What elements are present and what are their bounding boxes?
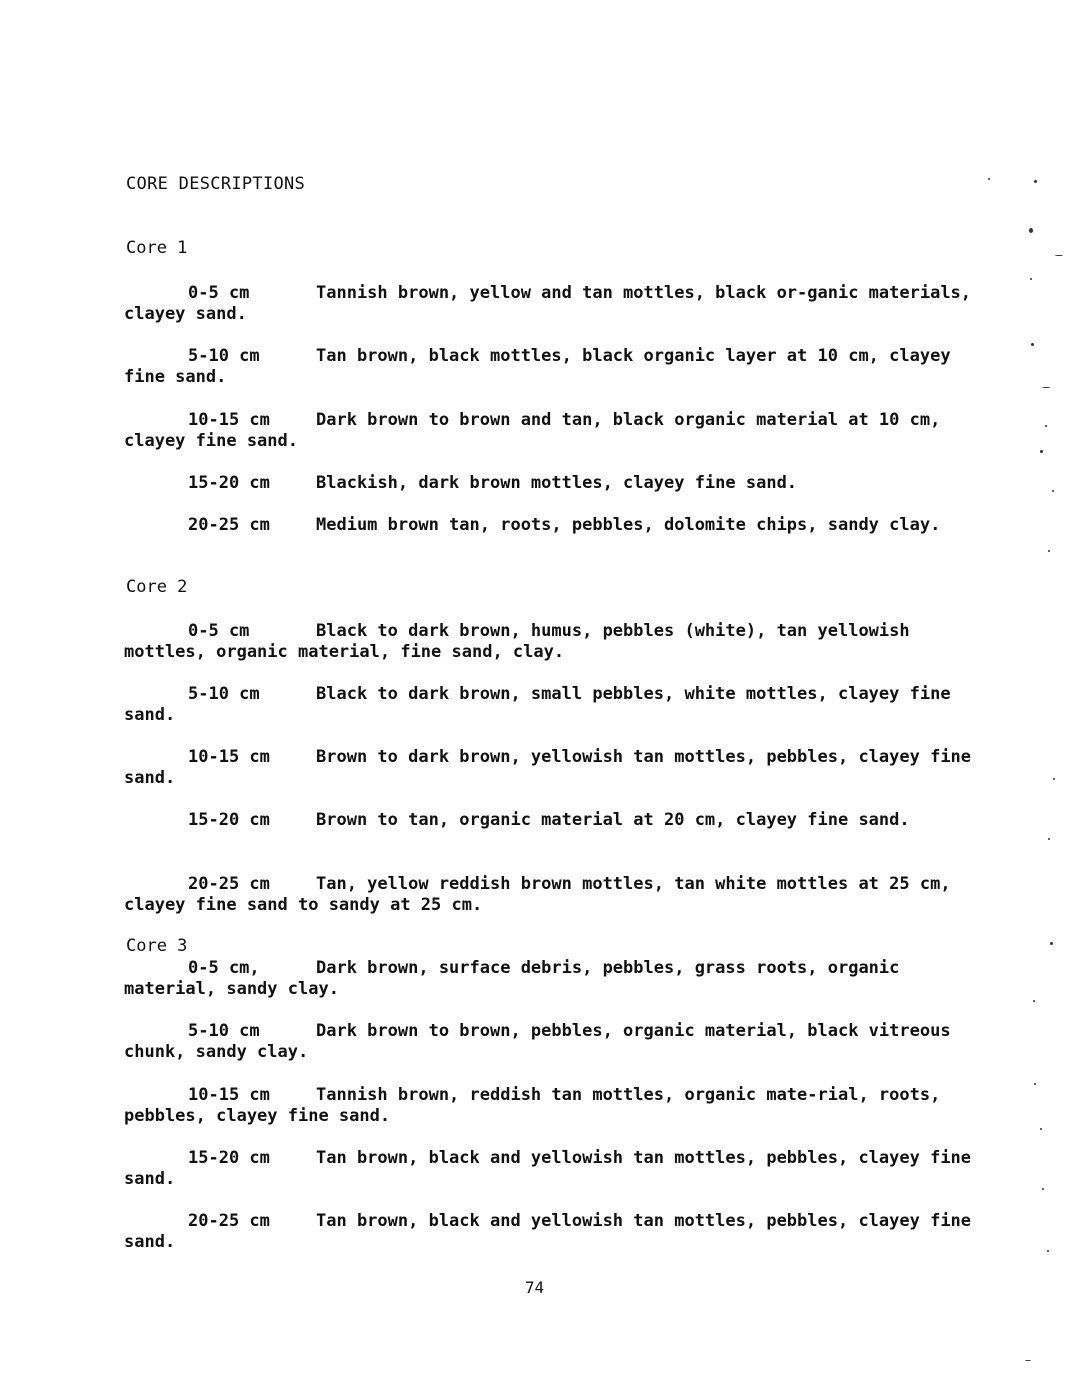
depth-label: 15-20 cm	[188, 1148, 270, 1168]
core-3-entry-10-15	[124, 1085, 974, 1127]
scan-speck	[1040, 1128, 1042, 1130]
scan-speck	[1050, 942, 1053, 945]
core-3-entry-0-5	[124, 958, 974, 1000]
depth-label: 15-20 cm	[188, 810, 270, 830]
scan-speck	[1042, 1188, 1044, 1190]
entry-description: Dark brown to brown, pebbles, organic material, black vitreous chunk, sandy clay.	[124, 1021, 951, 1062]
entry-description: Blackish, dark brown mottles, clayey fine sand.	[316, 473, 798, 493]
scan-speck	[1053, 778, 1055, 780]
depth-label: 0-5 cm	[188, 621, 250, 641]
core-2-entry-15-20	[124, 810, 974, 831]
core-1-entry-20-25	[124, 515, 974, 536]
core-3-entry-15-20	[124, 1148, 974, 1190]
scan-speck	[1048, 838, 1050, 840]
core-2-entry-10-15	[124, 747, 974, 789]
scan-speck	[1047, 1250, 1049, 1252]
core-3-title: Core 3	[126, 936, 188, 956]
entry-description: Tan, yellow reddish brown mottles, tan white mottles at 25 cm, clayey fine sand to sandy at 25 cm.	[124, 874, 951, 915]
scan-speck	[1034, 180, 1037, 183]
core-3-entry-20-25	[124, 1211, 974, 1253]
entry-description: Tan brown, black and yellowish tan mottles, pebbles, clayey fine sand.	[124, 1148, 972, 1189]
depth-label: 5-10 cm	[188, 346, 260, 366]
depth-label: 10-15 cm	[188, 1085, 270, 1105]
scan-speck	[1052, 490, 1054, 492]
depth-label: 10-15 cm	[188, 747, 270, 767]
entry-description: Black to dark brown, small pebbles, white mottles, clayey fine sand.	[124, 684, 951, 725]
scan-speck	[1025, 1360, 1031, 1361]
depth-label: 5-10 cm	[188, 684, 260, 704]
entry-description: Brown to tan, organic material at 20 cm, clayey fine sand.	[316, 810, 910, 830]
scan-speck	[1034, 1083, 1036, 1085]
scan-speck	[1029, 228, 1033, 233]
page-number: 74	[524, 1278, 545, 1297]
scan-speck	[988, 178, 990, 180]
entry-description: Tannish brown, reddish tan mottles, organic mate-rial, roots, pebbles, clayey fine sand.	[124, 1085, 941, 1126]
scan-speck	[1045, 425, 1047, 427]
core-2-entry-5-10	[124, 684, 974, 726]
depth-label: 15-20 cm	[188, 473, 270, 493]
core-3-entry-5-10	[124, 1021, 974, 1063]
scan-speck	[1031, 343, 1034, 346]
depth-label: 10-15 cm	[188, 410, 270, 430]
depth-label: 20-25 cm	[188, 874, 270, 894]
entry-description: Brown to dark brown, yellowish tan mottles, pebbles, clayey fine sand.	[124, 747, 972, 788]
entry-description: Tan brown, black mottles, black organic layer at 10 cm, clayey fine sand.	[124, 346, 951, 387]
core-2-entry-20-25	[124, 874, 974, 916]
depth-label: 20-25 cm	[188, 515, 270, 535]
entry-description: Dark brown, surface debris, pebbles, grass roots, organic material, sandy clay.	[124, 958, 900, 999]
core-1-title: Core 1	[126, 238, 188, 258]
entry-description: Tannish brown, yellow and tan mottles, black or-ganic materials, clayey sand.	[124, 283, 972, 324]
core-1-entry-0-5	[124, 283, 974, 325]
entry-description: Tan brown, black and yellowish tan mottles, pebbles, clayey fine sand.	[124, 1211, 972, 1252]
core-2-entry-0-5	[124, 621, 974, 663]
page-heading: CORE DESCRIPTIONS	[126, 174, 306, 194]
scan-speck	[1033, 1000, 1035, 1002]
entry-description: Dark brown to brown and tan, black organic material at 10 cm, clayey fine sand.	[124, 410, 941, 451]
core-2-title: Core 2	[126, 577, 188, 597]
scan-speck	[1042, 387, 1050, 388]
entry-description: Medium brown tan, roots, pebbles, dolomite chips, sandy clay.	[316, 515, 941, 535]
entry-description: Black to dark brown, humus, pebbles (white), tan yellowish mottles, organic material, fine sand, clay.	[124, 621, 910, 662]
scan-speck	[1055, 255, 1063, 256]
core-1-entry-5-10	[124, 346, 974, 388]
scan-speck	[1030, 278, 1032, 280]
depth-label: 5-10 cm	[188, 1021, 260, 1041]
scan-speck	[1048, 550, 1050, 552]
core-1-entry-15-20	[124, 473, 974, 494]
core-1-entry-10-15	[124, 410, 974, 452]
scan-speck	[1040, 450, 1043, 453]
depth-label: 0-5 cm,	[188, 958, 260, 978]
depth-label: 0-5 cm	[188, 283, 250, 303]
depth-label: 20-25 cm	[188, 1211, 270, 1231]
